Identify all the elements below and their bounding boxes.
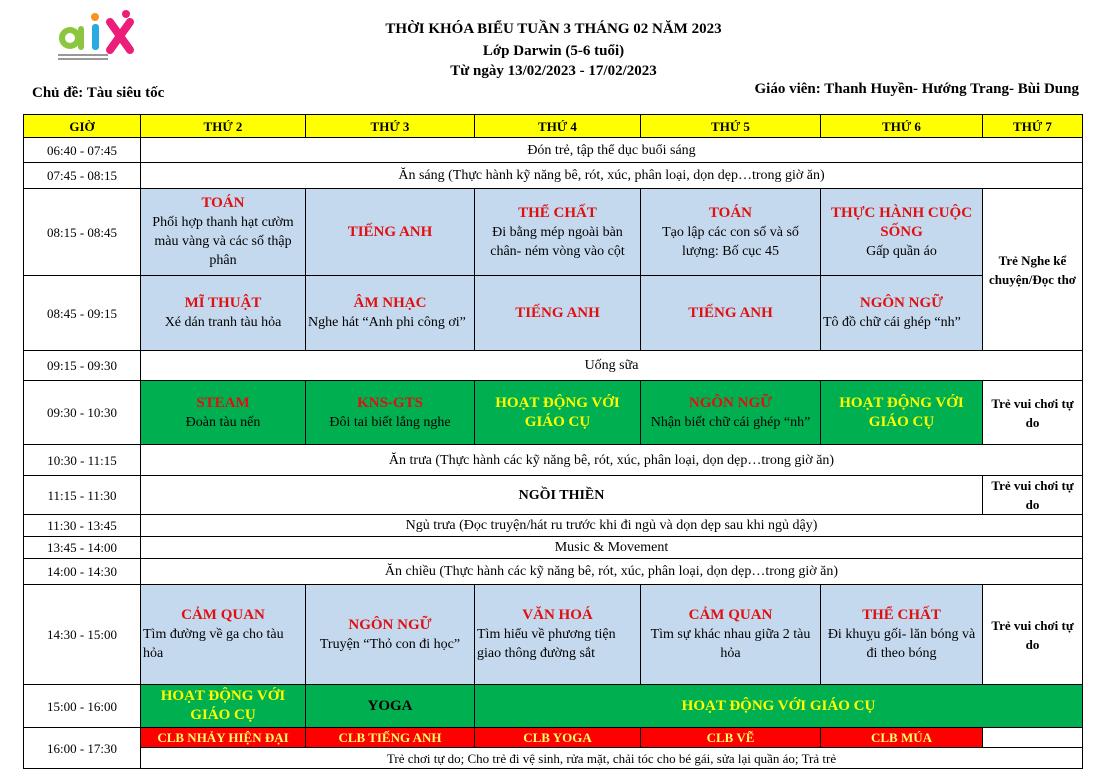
lesson-cell [475,381,641,445]
table-row [24,748,1083,769]
lesson-cell [141,381,306,445]
col-header-wed: THỨ 4 [475,115,641,138]
club-cell: CLB TIẾNG ANH [306,728,475,748]
time-cell: 06:40 - 07:45 [24,138,141,163]
time-cell: 15:00 - 16:00 [24,685,141,728]
lesson-cell [141,189,306,276]
subject-label: TIẾNG ANH [688,304,773,321]
table-row [24,537,1083,559]
subject-label: NGÔN NGỮ [859,295,944,311]
saturday-cell: Trẻ vui chơi tự do [983,476,1083,515]
activity-cell: Trẻ chơi tự do; Cho trẻ đi vệ sinh, rửa mặt, chải tóc cho bé gái, sửa lại quần áo; Trả trẻ [141,748,1083,769]
table-row [24,515,1083,537]
lesson-cell [475,189,641,276]
subject-label: TIẾNG ANH [515,304,600,321]
lesson-detail: Gấp quần áo [866,243,937,259]
saturday-cell: Trẻ Nghe kể chuyện/Đọc thơ [983,189,1083,351]
lesson-cell [821,276,983,351]
table-row [24,445,1083,476]
lesson-detail: Nhận biết chữ cái ghép “nh” [650,414,811,430]
lesson-cell [641,189,821,276]
subject-label: THỰC HÀNH CUỘC SỐNG [830,204,973,240]
lesson-cell [306,189,475,276]
table-row [24,138,1083,163]
lesson-detail: Đi bằng mép ngoài bàn chân- ném vòng vào cột [490,224,625,259]
activity-cell: Ăn trưa (Thực hành các kỹ năng bê, rót, xúc, phân loại, dọn dẹp…trong giờ ăn) [141,445,1083,476]
table-row [24,351,1083,381]
table-row [24,163,1083,189]
timetable [23,114,1083,769]
subject-label: TIẾNG ANH [347,223,433,240]
lesson-cell [141,585,306,685]
subject-label: NGÔN NGỮ [688,394,773,411]
lesson-cell [641,276,821,351]
lesson-cell [821,189,983,276]
lesson-detail: Phối hợp thanh hạt cườm màu vàng và các số thập phân [152,215,294,268]
lesson-cell [641,585,821,685]
lesson-cell [821,585,983,685]
subject-label: VĂN HOÁ [522,607,593,623]
lesson-detail: Xé dán tranh tàu hỏa [164,315,282,330]
club-cell: CLB YOGA [475,728,641,748]
activity-cell: Ăn chiều (Thực hành các kỹ năng bê, rót, xúc, phân loại, dọn dẹp…trong giờ ăn) [141,559,1083,585]
activity-cell: Đón trẻ, tập thể dục buổi sáng [141,138,1083,163]
lesson-cell [306,276,475,351]
col-header-thu: THỨ 5 [641,115,821,138]
subject-label: THỂ CHẤT [862,607,941,623]
col-header-mon: THỨ 2 [141,115,306,138]
teachers-label: Giáo viên: Thanh Huyền- Hướng Trang- Bùi Dung [754,81,1079,97]
subject-label: ÂM NHẠC [353,295,427,311]
lesson-cell [141,685,306,728]
subject-label: TOÁN [708,204,753,221]
lesson-detail: Đôi tai biết lắng nghe [329,414,451,430]
activity-cell: Ngủ trưa (Đọc truyện/hát ru trước khi đi ngủ và dọn dẹp sau khi ngủ dậy) [141,515,1083,537]
table-row [24,189,1083,276]
time-cell: 14:30 - 15:00 [24,585,141,685]
table-row [24,476,1083,515]
lesson-detail: Tạo lập các con số và số lượng: Bố cục 45 [662,224,799,259]
lesson-cell [475,685,1083,728]
lesson-detail: Tô đồ chữ cái ghép “nh” [823,315,961,330]
time-cell: 09:15 - 09:30 [24,351,141,381]
subject-label: CẢM QUAN [181,607,265,623]
lesson-cell [641,381,821,445]
lesson-detail: Nghe hát “Anh phi công ơi” [308,315,466,330]
class-line: Lớp Darwin (5-6 tuổi) [482,43,625,59]
table-row [24,559,1083,585]
lesson-detail: Tìm hiểu về phương tiện giao thông đường sắt [477,627,616,661]
topic-label: Chủ đề: Tàu siêu tốc [32,85,165,101]
subject-label: KNS-GTS [357,394,423,411]
time-cell: 09:30 - 10:30 [24,381,141,445]
subject-label: TOÁN [201,195,245,211]
page-title: THỜI KHÓA BIỂU TUẦN 3 THÁNG 02 NĂM 2023 [385,21,722,37]
subject-label: CẢM QUAN [688,607,773,623]
lesson-detail: Đi khuỵu gối- lăn bóng và đi theo bóng [827,627,976,661]
activity-cell: Music & Movement [141,537,1083,559]
subject-label: HOẠT ĐỘNG VỚI GIÁO CỤ [495,394,620,430]
lesson-cell [141,276,306,351]
time-cell: 07:45 - 08:15 [24,163,141,189]
activity-cell: Ăn sáng (Thực hành kỹ năng bê, rót, xúc, phân loại, dọn dẹp…trong giờ ăn) [141,163,1083,189]
col-header-sat: THỨ 7 [983,115,1083,138]
saturday-cell: Trẻ vui chơi tự do [983,585,1083,685]
club-cell: CLB NHẢY HIỆN ĐẠI [141,728,306,748]
col-header-tue: THỨ 3 [306,115,475,138]
time-cell: 11:30 - 13:45 [24,515,141,537]
subject-label: NGÔN NGỮ [348,616,432,633]
table-row [24,685,1083,728]
table-row [24,381,1083,445]
col-header-fri: THỨ 6 [821,115,983,138]
lesson-detail: Đoàn tàu nến [185,414,261,430]
lesson-detail: Tìm sự khác nhau giữa 2 tàu hỏa [650,627,811,661]
lesson-cell [475,585,641,685]
club-cell: CLB MÚA [821,728,983,748]
lesson-cell [475,276,641,351]
table-row [24,276,1083,351]
subject-label: STEAM [196,394,250,411]
table-row [24,728,1083,748]
subject-label: HOẠT ĐỘNG VỚI GIÁO CỤ [681,697,876,714]
time-cell: 14:00 - 14:30 [24,559,141,585]
time-cell: 16:00 - 17:30 [24,728,141,769]
lesson-detail: Truyện “Thỏ con đi học” [319,636,461,652]
time-cell: 13:45 - 14:00 [24,537,141,559]
time-cell: 08:15 - 08:45 [24,189,141,276]
col-header-time: GIỜ [24,115,141,138]
lesson-cell [821,381,983,445]
table-row [24,585,1083,685]
header-row [24,115,1083,138]
activity-cell: NGỒI THIỀN [141,476,983,515]
subject-label: HOẠT ĐỘNG VỚI GIÁO CỤ [839,394,964,430]
time-cell: 11:15 - 11:30 [24,476,141,515]
date-range: Từ ngày 13/02/2023 - 17/02/2023 [450,63,657,79]
time-cell: 08:45 - 09:15 [24,276,141,351]
subject-label: THỂ CHẤT [518,204,597,221]
lesson-cell [306,381,475,445]
lesson-cell [306,585,475,685]
lesson-detail: Tìm đường về ga cho tàu hỏa [143,627,284,661]
time-cell: 10:30 - 11:15 [24,445,141,476]
lesson-cell: YOGA [306,685,475,728]
empty-cell [983,728,1083,748]
subject-label: MĨ THUẬT [184,295,262,311]
saturday-cell: Trẻ vui chơi tự do [983,381,1083,445]
club-cell: CLB VẼ [641,728,821,748]
subject-label: HOẠT ĐỘNG VỚI GIÁO CỤ [160,688,286,723]
activity-cell: Uống sữa [141,351,1083,381]
